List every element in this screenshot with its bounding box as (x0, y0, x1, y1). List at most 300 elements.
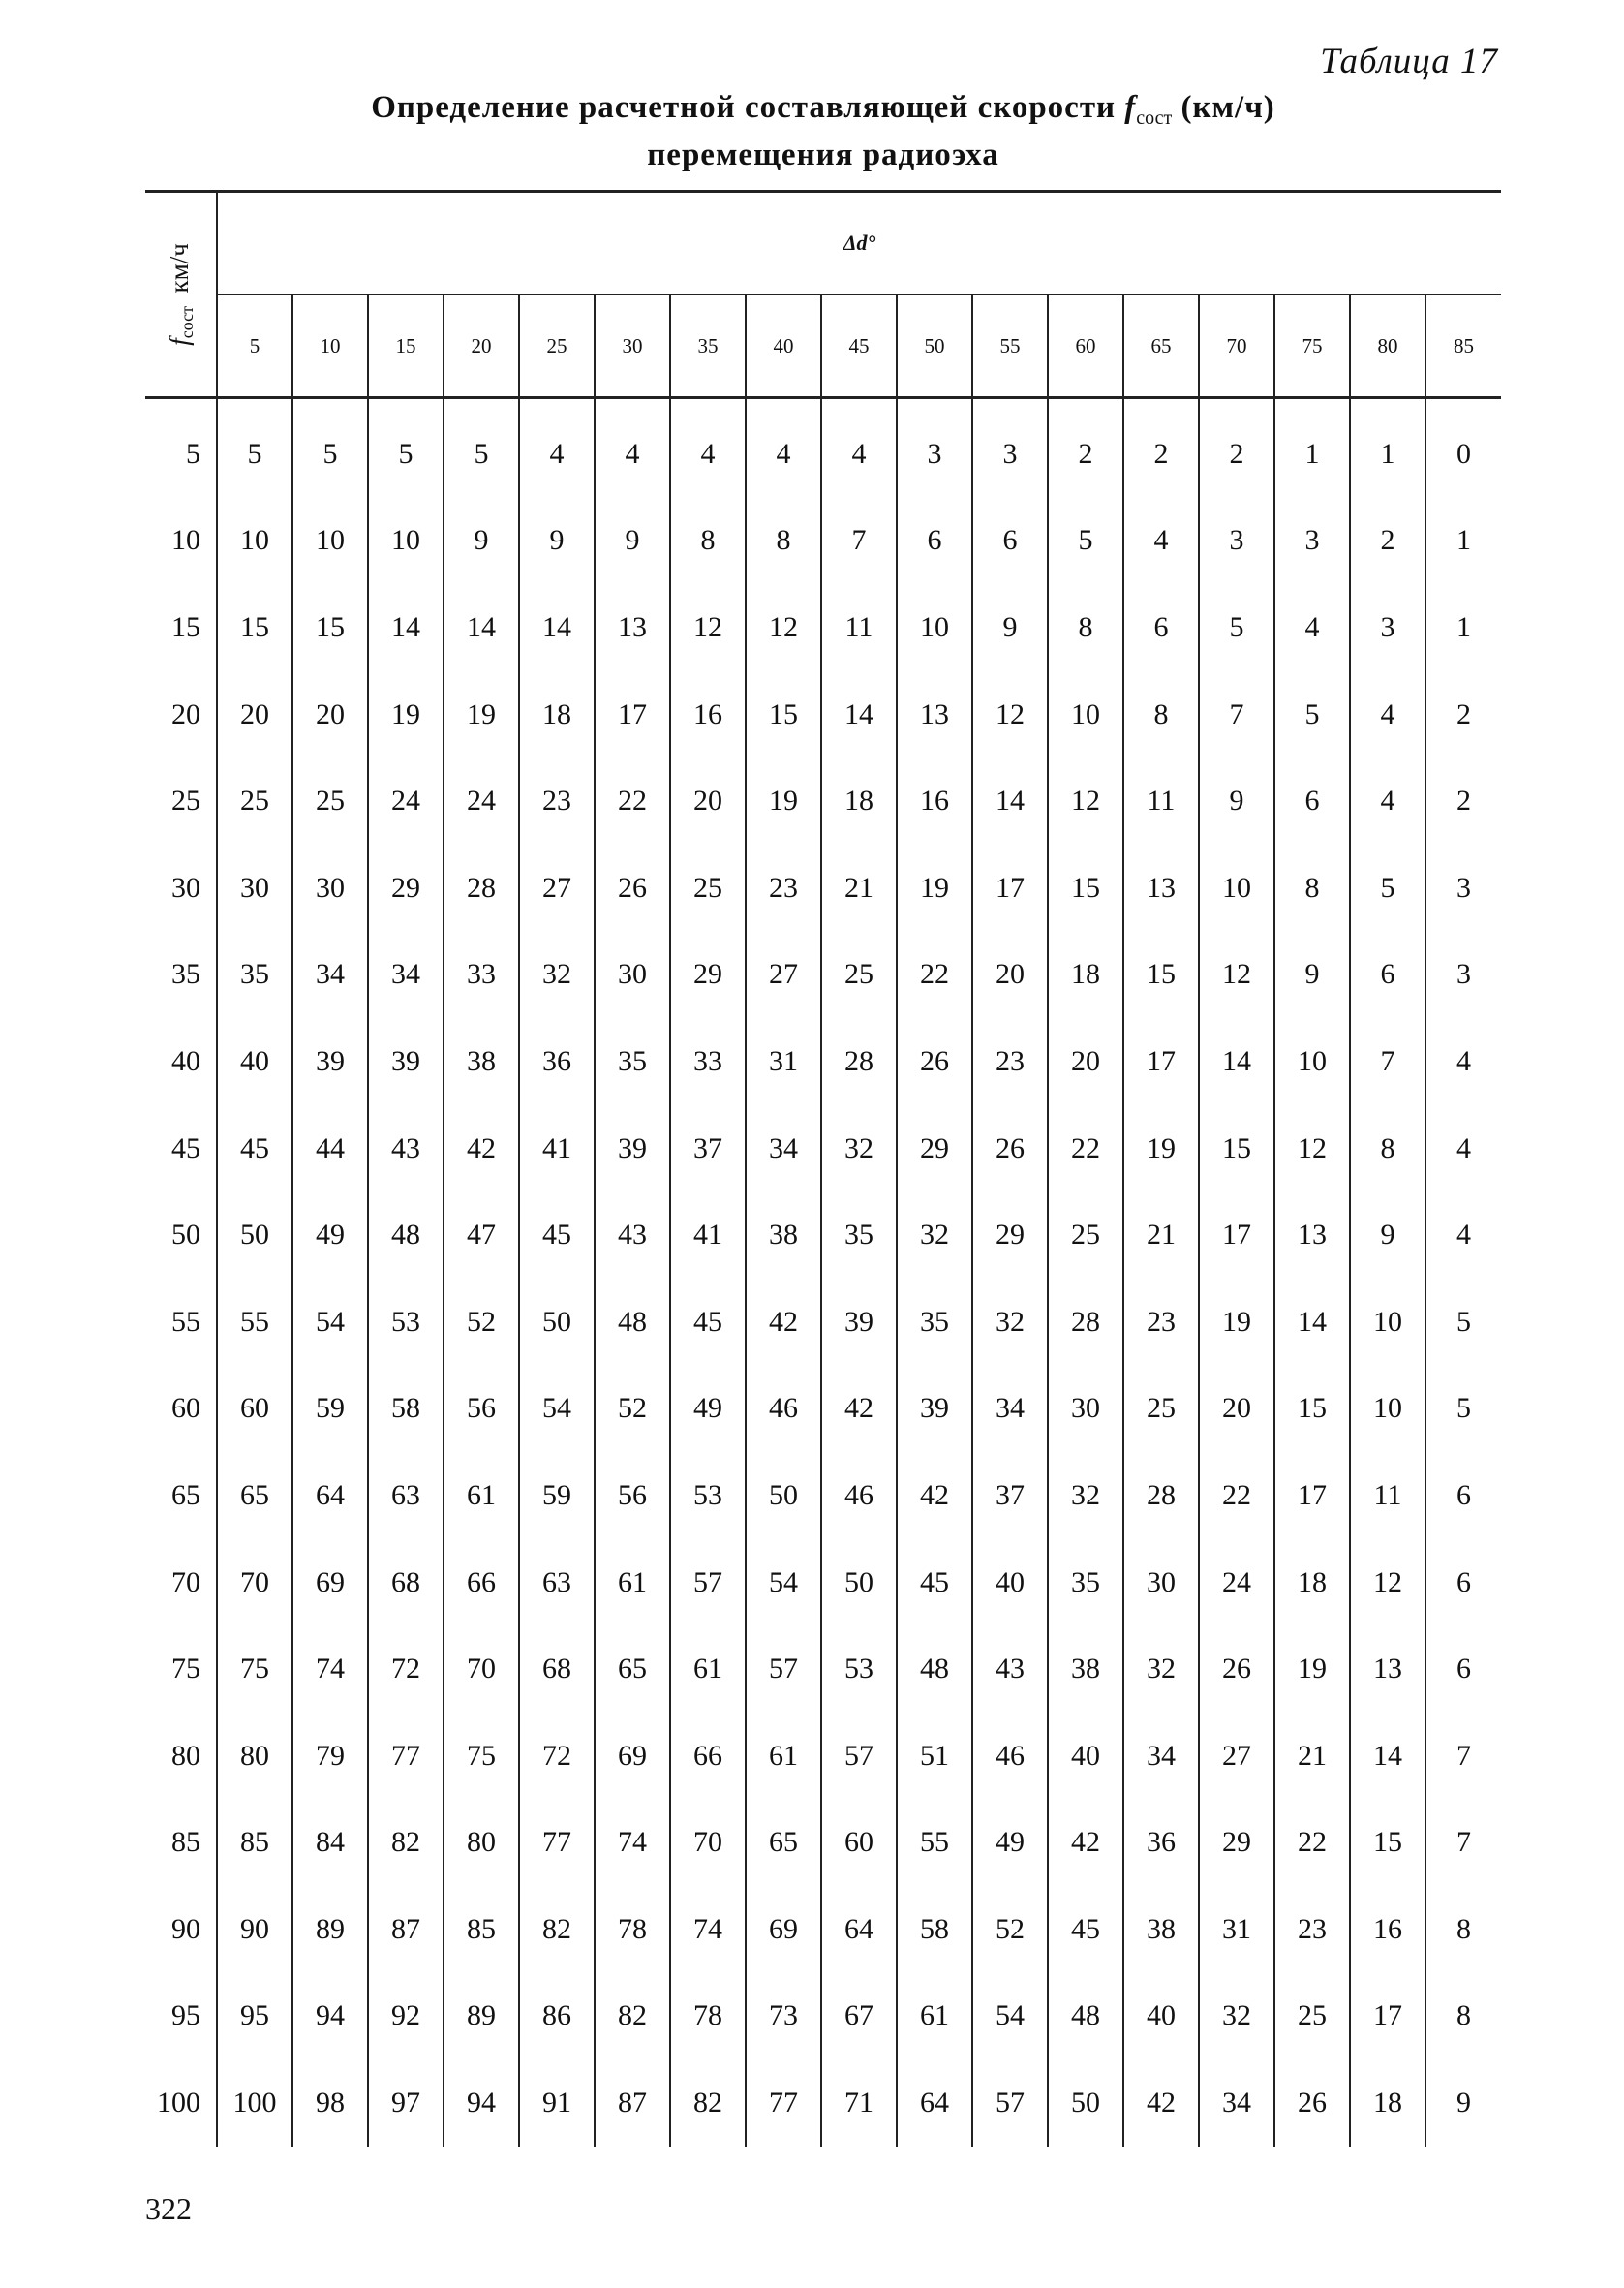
table-cell: 27 (519, 845, 595, 932)
table-row (145, 1886, 1501, 1973)
table-cell: 34 (368, 932, 444, 1019)
column-header: 70 (1199, 294, 1274, 398)
table-row (145, 2059, 1501, 2147)
table-cell: 54 (519, 1366, 595, 1453)
table-cell: 4 (1274, 584, 1350, 671)
table-cell: 19 (1274, 1625, 1350, 1713)
table-cell: 18 (821, 758, 897, 845)
row-key: 65 (171, 1478, 200, 1511)
table-cell: 56 (444, 1366, 519, 1453)
table-cell: 4 (670, 398, 746, 498)
table-cell: 32 (1123, 1625, 1199, 1713)
table-cell: 32 (1199, 1973, 1274, 2060)
table-cell: 4 (1425, 1191, 1501, 1279)
column-header: 85 (1425, 294, 1501, 398)
table-cell: 55 (217, 1279, 292, 1366)
column-header: 20 (444, 294, 519, 398)
table-cell: 5 (1274, 671, 1350, 758)
table-cell: 14 (1274, 1279, 1350, 1366)
table-cell: 45 (519, 1191, 595, 1279)
table-cell: 9 (1274, 932, 1350, 1019)
table-cell: 39 (368, 1018, 444, 1105)
table-cell: 90 (217, 1886, 292, 1973)
stub-subscript: сост (176, 305, 197, 339)
table-cell: 4 (1350, 671, 1425, 758)
table-cell: 95 (217, 1973, 292, 2060)
table-cell: 27 (1199, 1713, 1274, 1800)
column-header: 60 (1048, 294, 1123, 398)
table-cell: 60 (217, 1366, 292, 1453)
table-cell: 6 (1425, 1625, 1501, 1713)
table-cell: 6 (897, 498, 972, 585)
table-cell: 1 (1350, 398, 1425, 498)
row-key: 100 (157, 2087, 200, 2119)
table-cell: 77 (368, 1713, 444, 1800)
table-cell: 74 (595, 1800, 670, 1887)
table-cell: 82 (595, 1973, 670, 2060)
table-cell: 20 (972, 932, 1048, 1019)
table-cell: 13 (897, 671, 972, 758)
table-cell: 28 (1048, 1279, 1123, 1366)
table-cell: 8 (1123, 671, 1199, 758)
table-cell: 10 (1048, 671, 1123, 758)
table-cell: 43 (368, 1105, 444, 1192)
table-cell: 5 (217, 398, 292, 498)
table-cell: 87 (595, 2059, 670, 2147)
table-cell: 9 (444, 498, 519, 585)
table-cell: 3 (1425, 845, 1501, 932)
table-cell: 13 (595, 584, 670, 671)
table-cell: 8 (1425, 1973, 1501, 2060)
table-cell: 15 (1274, 1366, 1350, 1453)
table-cell: 20 (1048, 1018, 1123, 1105)
table-cell: 50 (1048, 2059, 1123, 2147)
table-cell: 40 (1123, 1973, 1199, 2060)
table-cell: 32 (821, 1105, 897, 1192)
table-cell: 15 (1048, 845, 1123, 932)
table-cell: 48 (368, 1191, 444, 1279)
table-cell: 2 (1048, 398, 1123, 498)
table-cell: 43 (972, 1625, 1048, 1713)
table-cell: 63 (519, 1539, 595, 1626)
table-cell: 29 (368, 845, 444, 932)
table-cell: 67 (821, 1973, 897, 2060)
table-cell: 37 (670, 1105, 746, 1192)
table-cell: 3 (897, 398, 972, 498)
table-row (145, 398, 1501, 498)
table-cell: 42 (897, 1452, 972, 1539)
table-cell: 45 (670, 1279, 746, 1366)
table-cell: 7 (1425, 1713, 1501, 1800)
table-cell: 37 (972, 1452, 1048, 1539)
table-cell: 10 (1199, 845, 1274, 932)
table-cell: 10 (1274, 1018, 1350, 1105)
table-cell: 18 (1274, 1539, 1350, 1626)
table-cell: 82 (670, 2059, 746, 2147)
table-cell: 25 (1274, 1973, 1350, 2060)
table-cell: 64 (821, 1886, 897, 1973)
table-cell: 10 (368, 498, 444, 585)
table-cell: 26 (595, 845, 670, 932)
table-row (145, 758, 1501, 845)
table-cell: 54 (746, 1539, 821, 1626)
row-key: 25 (171, 785, 200, 818)
table-cell: 61 (444, 1452, 519, 1539)
table-cell: 58 (368, 1366, 444, 1453)
column-header: 35 (670, 294, 746, 398)
table-cell: 65 (595, 1625, 670, 1713)
table-cell: 15 (217, 584, 292, 671)
table-cell: 38 (444, 1018, 519, 1105)
table-cell: 7 (1350, 1018, 1425, 1105)
table-cell: 10 (1350, 1366, 1425, 1453)
table-cell: 42 (821, 1366, 897, 1453)
column-header: 50 (897, 294, 972, 398)
table-cell: 22 (1274, 1800, 1350, 1887)
table-cell: 42 (1123, 2059, 1199, 2147)
table-cell: 94 (292, 1973, 368, 2060)
table-cell: 52 (595, 1366, 670, 1453)
table-cell: 21 (1123, 1191, 1199, 1279)
row-key: 95 (171, 1999, 200, 2032)
table-cell: 46 (821, 1452, 897, 1539)
table-cell: 15 (1199, 1105, 1274, 1192)
table-cell: 48 (897, 1625, 972, 1713)
table-cell: 87 (368, 1886, 444, 1973)
table-cell: 3 (1199, 498, 1274, 585)
table-cell: 2 (1123, 398, 1199, 498)
table-cell: 35 (897, 1279, 972, 1366)
table-cell: 34 (1123, 1713, 1199, 1800)
table-cell: 61 (670, 1625, 746, 1713)
table-cell: 97 (368, 2059, 444, 2147)
stub-unit: км/ч (164, 243, 194, 294)
table-cell: 19 (1123, 1105, 1199, 1192)
table-cell: 25 (217, 758, 292, 845)
table-cell: 5 (444, 398, 519, 498)
table-cell: 39 (595, 1105, 670, 1192)
table-cell: 92 (368, 1973, 444, 2060)
table-cell: 11 (1123, 758, 1199, 845)
table-cell: 23 (746, 845, 821, 932)
table-cell: 40 (1048, 1713, 1123, 1800)
table-cell: 11 (821, 584, 897, 671)
table-row (145, 1973, 1501, 2060)
title-subscript: сост (1136, 108, 1173, 129)
title-line-1 (145, 89, 1501, 137)
table-cell: 34 (972, 1366, 1048, 1453)
table-cell: 39 (292, 1018, 368, 1105)
table-cell: 12 (1048, 758, 1123, 845)
table-cell: 5 (1425, 1279, 1501, 1366)
table-cell: 12 (670, 584, 746, 671)
table-cell: 49 (972, 1800, 1048, 1887)
table-row (145, 1366, 1501, 1453)
table-cell: 79 (292, 1713, 368, 1800)
table-cell: 10 (1350, 1279, 1425, 1366)
row-key: 90 (171, 1912, 200, 1945)
table-cell: 8 (670, 498, 746, 585)
table-cell: 53 (670, 1452, 746, 1539)
table-cell: 14 (519, 584, 595, 671)
table-cell: 7 (1425, 1800, 1501, 1887)
table-cell: 12 (1350, 1539, 1425, 1626)
title-text: Определение расчетной составляющей скорости (371, 90, 1125, 125)
table-cell: 54 (972, 1973, 1048, 2060)
table-body (145, 398, 1501, 2147)
table-cell: 78 (670, 1973, 746, 2060)
table-cell: 65 (217, 1452, 292, 1539)
column-header: 25 (519, 294, 595, 398)
table-cell: 61 (746, 1713, 821, 1800)
table-cell: 25 (821, 932, 897, 1019)
table-row (145, 1800, 1501, 1887)
table-cell: 14 (444, 584, 519, 671)
table-cell: 28 (1123, 1452, 1199, 1539)
table-cell: 17 (972, 845, 1048, 932)
column-header: 10 (292, 294, 368, 398)
table-row (145, 1452, 1501, 1539)
table-cell: 1 (1425, 498, 1501, 585)
table-cell: 57 (972, 2059, 1048, 2147)
table-cell: 15 (1350, 1800, 1425, 1887)
title-unit: (км/ч) (1172, 90, 1275, 125)
table-cell: 24 (1199, 1539, 1274, 1626)
table-cell: 38 (1048, 1625, 1123, 1713)
table-cell: 42 (1048, 1800, 1123, 1887)
table-cell: 12 (1199, 932, 1274, 1019)
table-cell: 24 (444, 758, 519, 845)
table-cell: 6 (1425, 1539, 1501, 1626)
column-header: 80 (1350, 294, 1425, 398)
table-cell: 19 (746, 758, 821, 845)
table-cell: 4 (1350, 758, 1425, 845)
row-key: 75 (171, 1653, 200, 1685)
table-cell: 10 (292, 498, 368, 585)
table-cell: 35 (217, 932, 292, 1019)
table-cell: 25 (1123, 1366, 1199, 1453)
table-cell: 50 (746, 1452, 821, 1539)
table-cell: 57 (670, 1539, 746, 1626)
table-cell: 34 (1199, 2059, 1274, 2147)
table-cell: 46 (746, 1366, 821, 1453)
table-cell: 54 (292, 1279, 368, 1366)
row-key: 50 (171, 1219, 200, 1252)
table-cell: 17 (1199, 1191, 1274, 1279)
table-cell: 13 (1123, 845, 1199, 932)
table-cell: 3 (972, 398, 1048, 498)
table-cell: 5 (1199, 584, 1274, 671)
table-cell: 2 (1425, 671, 1501, 758)
table-cell: 12 (972, 671, 1048, 758)
table-cell: 89 (444, 1973, 519, 2060)
table-cell: 17 (595, 671, 670, 758)
column-header: 45 (821, 294, 897, 398)
column-header: 40 (746, 294, 821, 398)
table-row (145, 1713, 1501, 1800)
column-header: 15 (368, 294, 444, 398)
table-title (145, 89, 1501, 173)
table-cell: 78 (595, 1886, 670, 1973)
table-cell: 68 (368, 1539, 444, 1626)
table-cell: 42 (444, 1105, 519, 1192)
table-cell: 25 (670, 845, 746, 932)
table-row (145, 498, 1501, 585)
table-cell: 45 (217, 1105, 292, 1192)
row-key: 30 (171, 871, 200, 904)
table-row (145, 1279, 1501, 1366)
table-cell: 41 (670, 1191, 746, 1279)
table-cell: 10 (897, 584, 972, 671)
table-cell: 32 (972, 1279, 1048, 1366)
table-row (145, 1191, 1501, 1279)
table-cell: 82 (519, 1886, 595, 1973)
title-symbol: f (1124, 90, 1137, 125)
table-cell: 4 (1123, 498, 1199, 585)
table-cell: 69 (746, 1886, 821, 1973)
row-key: 55 (171, 1305, 200, 1338)
table-cell: 15 (1123, 932, 1199, 1019)
table-cell: 72 (519, 1713, 595, 1800)
table-cell: 5 (368, 398, 444, 498)
row-key: 15 (171, 610, 200, 643)
table-cell: 61 (595, 1539, 670, 1626)
table-cell: 8 (1048, 584, 1123, 671)
stub-header (145, 192, 217, 398)
table-cell: 30 (217, 845, 292, 932)
row-key: 40 (171, 1044, 200, 1077)
table-cell: 69 (292, 1539, 368, 1626)
table-cell: 19 (444, 671, 519, 758)
table-cell: 46 (972, 1713, 1048, 1800)
column-header: 65 (1123, 294, 1199, 398)
table-cell: 29 (897, 1105, 972, 1192)
table-cell: 47 (444, 1191, 519, 1279)
table-cell: 75 (217, 1625, 292, 1713)
table-cell: 64 (897, 2059, 972, 2147)
column-header: 75 (1274, 294, 1350, 398)
table-cell: 68 (519, 1625, 595, 1713)
table-cell: 22 (595, 758, 670, 845)
table-cell: 59 (292, 1366, 368, 1453)
table-cell: 41 (519, 1105, 595, 1192)
table-cell: 48 (595, 1279, 670, 1366)
table-cell: 20 (1199, 1366, 1274, 1453)
table-cell: 6 (1274, 758, 1350, 845)
table-cell: 77 (519, 1800, 595, 1887)
column-header: 5 (217, 294, 292, 398)
row-key: 5 (186, 437, 200, 470)
table-cell: 32 (519, 932, 595, 1019)
table-row (145, 845, 1501, 932)
table-cell: 19 (1199, 1279, 1274, 1366)
table-row (145, 1018, 1501, 1105)
table-cell: 71 (821, 2059, 897, 2147)
table-cell: 9 (1350, 1191, 1425, 1279)
table-cell: 28 (821, 1018, 897, 1105)
row-key: 45 (171, 1131, 200, 1164)
column-header: 30 (595, 294, 670, 398)
table-cell: 65 (746, 1800, 821, 1887)
table-cell: 14 (1350, 1713, 1425, 1800)
table-cell: 7 (821, 498, 897, 585)
header-row-group (145, 192, 1501, 295)
table-cell: 74 (292, 1625, 368, 1713)
header-row-columns (145, 294, 1501, 398)
table-cell: 49 (292, 1191, 368, 1279)
table-cell: 23 (519, 758, 595, 845)
table-cell: 25 (292, 758, 368, 845)
table-cell: 23 (1274, 1886, 1350, 1973)
table-cell: 77 (746, 2059, 821, 2147)
table-cell: 84 (292, 1800, 368, 1887)
table-cell: 75 (444, 1713, 519, 1800)
table-cell: 23 (1123, 1279, 1199, 1366)
table-cell: 6 (972, 498, 1048, 585)
table-cell: 9 (972, 584, 1048, 671)
table-cell: 11 (1350, 1452, 1425, 1539)
table-cell: 30 (595, 932, 670, 1019)
table-cell: 5 (1425, 1366, 1501, 1453)
table-cell: 23 (972, 1018, 1048, 1105)
table-cell: 39 (821, 1279, 897, 1366)
table-cell: 16 (897, 758, 972, 845)
table-cell: 4 (1425, 1018, 1501, 1105)
table-cell: 29 (1199, 1800, 1274, 1887)
table-cell: 19 (897, 845, 972, 932)
table-cell: 61 (897, 1973, 972, 2060)
row-key: 80 (171, 1739, 200, 1772)
table-cell: 13 (1274, 1191, 1350, 1279)
table-cell: 18 (1048, 932, 1123, 1019)
table-cell: 4 (746, 398, 821, 498)
table-cell: 24 (368, 758, 444, 845)
table-cell: 52 (972, 1886, 1048, 1973)
table-cell: 40 (217, 1018, 292, 1105)
table-cell: 12 (1274, 1105, 1350, 1192)
title-line-2: перемещения радиоэха (647, 138, 999, 172)
table-cell: 3 (1425, 932, 1501, 1019)
table-cell: 17 (1274, 1452, 1350, 1539)
table-cell: 70 (444, 1625, 519, 1713)
table-cell: 8 (746, 498, 821, 585)
table-cell: 38 (1123, 1886, 1199, 1973)
table-cell: 22 (1048, 1105, 1123, 1192)
table-cell: 21 (1274, 1713, 1350, 1800)
table-cell: 30 (292, 845, 368, 932)
table-cell: 51 (897, 1713, 972, 1800)
table-cell: 64 (292, 1452, 368, 1539)
table-row (145, 932, 1501, 1019)
table-cell: 8 (1274, 845, 1350, 932)
table-cell: 3 (1350, 584, 1425, 671)
table-cell: 73 (746, 1973, 821, 2060)
table-cell: 52 (444, 1279, 519, 1366)
table-cell: 31 (746, 1018, 821, 1105)
table-cell: 55 (897, 1800, 972, 1887)
table-cell: 26 (897, 1018, 972, 1105)
table-cell: 85 (444, 1886, 519, 1973)
table-cell: 9 (1199, 758, 1274, 845)
table-cell: 94 (444, 2059, 519, 2147)
table-cell: 56 (595, 1452, 670, 1539)
table-cell: 27 (746, 932, 821, 1019)
row-key: 70 (171, 1565, 200, 1598)
table-cell: 9 (1425, 2059, 1501, 2147)
table-cell: 5 (1048, 498, 1123, 585)
table-cell: 91 (519, 2059, 595, 2147)
table-cell: 70 (217, 1539, 292, 1626)
